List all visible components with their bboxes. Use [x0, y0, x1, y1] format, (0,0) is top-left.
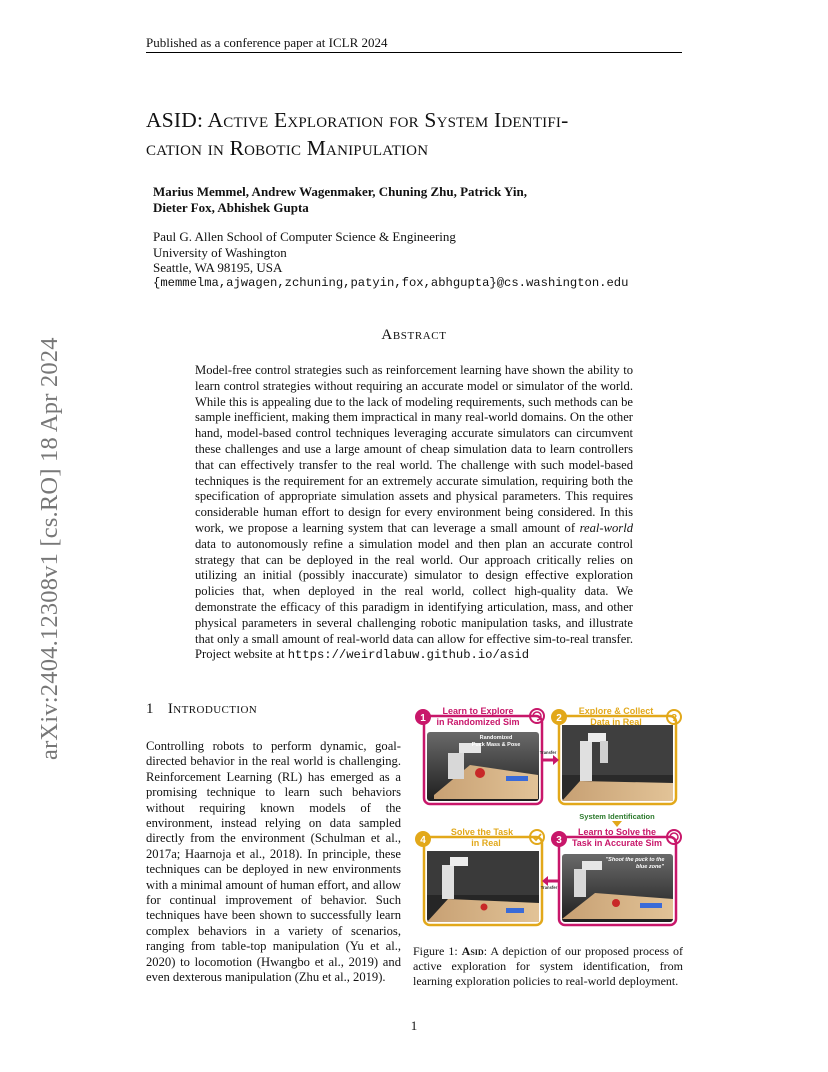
arxiv-identifier: arXiv:2404.12308v1 [cs.RO] 18 Apr 2024 [36, 337, 63, 760]
caption-method-name: Asid [461, 944, 484, 958]
step-4-title-1: Solve the Task [450, 827, 514, 837]
figure-caption [413, 944, 683, 988]
figure-1-diagram [410, 703, 688, 939]
paper-title [146, 106, 686, 162]
section-number: 1 [146, 701, 154, 717]
transfer-label-top: Transfer [539, 750, 557, 755]
step-3-title-1: Learn to Solve the [577, 827, 657, 837]
authors-line-2: Dieter Fox, Abhishek Gupta [153, 200, 309, 215]
step-1-number: 1 [420, 713, 426, 724]
running-header: Published as a conference paper at ICLR 2024 [146, 35, 388, 50]
abstract-emphasis: real-world [579, 520, 633, 535]
step-1-title-1: Learn to Explore [442, 706, 514, 716]
affiliation-line-3: Seattle, WA 98195, USA [153, 260, 283, 275]
abstract-text-2: data to autonomously refine a simulation model and then plan an accurate control strategy that can be deployed in the real world. Our approach critically relies on utilizing an initial (possibly inaccurate) simulator to design effective exploration policies that, when deployed in the real world, collect high-quality data. We demonstrate the efficacy of this paradigm in identifying articulation, mass, and other physical parameters in several challenging robotic manipulation tasks, and illustrate that only a small amount of real-world data can allow for effective sim-to-real transfer. Project website at [195, 536, 633, 662]
step-3-title-2: Task in Accurate Sim [571, 838, 663, 848]
affiliation [153, 229, 693, 291]
section-heading [146, 701, 257, 718]
transfer-arrow-bottom [541, 876, 559, 890]
title-line-2: cation in Robotic Manipulation [146, 136, 429, 160]
title-line-1: ASID: Active Exploration for System Identifi- [146, 108, 569, 132]
step-4-title-2: in Real [471, 838, 501, 848]
abstract-heading: Abstract [381, 327, 447, 343]
svg-text:?: ? [670, 713, 678, 724]
system-id-label: System Identification [579, 812, 655, 821]
caption-prefix: Figure 1: [413, 944, 458, 958]
randomized-label-1: Randomized [479, 735, 513, 741]
introduction-text: Controlling robots to perform dynamic, goal-directed behavior in the real world is challenging. Reinforcement Learning (RL) has emerged as a promising technique to learn such behaviors without requiring known models of the environment, instead relying on data sampled directly from the environment (Schulman et al., 2017a; Haarnoja et al., 2018). In principle, these techniques can be deployed in new environments with a minimal amount of human effort, and allow for continual improvement of behavior. Such techniques have been shown to successfully learn complex behaviors in a variety of scenarios, ranging from table-top manipulation (Yu et al., 2020) to locomotion (Hwangbo et al., 2019) and even dexterous manipulation (Zhu et al., 2019). [146, 739, 401, 985]
affiliation-line-1: Paul G. Allen School of Computer Science & Engineering [153, 229, 456, 244]
header-rule [146, 52, 682, 53]
caption-text: : A depiction of our proposed process of active exploration for system identification, from learning exploration policies to real-world deployment. [413, 944, 683, 988]
author-emails: {memmelma,ajwagen,zchuning,patyin,fox,abhgupta}@cs.washington.edu [153, 275, 629, 290]
step-2-title-1: Explore & Collect [578, 706, 654, 716]
transfer-label-bottom: Transfer [540, 885, 558, 890]
randomized-label-2: Puck Mass & Pose [471, 742, 521, 748]
quote-label-2: blue zone" [636, 864, 664, 870]
section-title: Introduction [167, 701, 258, 717]
project-url[interactable]: https://weirdlabuw.github.io/asid [287, 648, 530, 663]
step-4-number: 4 [420, 835, 426, 846]
step-1-title-2: in Randomized Sim [436, 717, 520, 727]
step-2-number: 2 [556, 713, 562, 724]
author-list [153, 184, 673, 216]
step-3-number: 3 [556, 835, 562, 846]
authors-line-1: Marius Memmel, Andrew Wagenmaker, Chuning Zhu, Patrick Yin, [153, 184, 528, 199]
step-2-title-2: Data in Real [590, 717, 642, 727]
page-number: 1 [410, 1018, 418, 1033]
abstract-text-1: Model-free control strategies such as reinforcement learning have shown the ability to learn control strategies without requiring an accurate model or simulator of the world. While this is appealing due to the lack of modeling requirements, such methods can be sample inefficient, making them impractical in many real-world domains. On the other hand, model-based control techniques leveraging accurate simulators can circumvent these challenges and use a large amount of cheap simulation data to learn controllers that can effectively transfer to the real world. The challenge with such model-based techniques is the requirement for an extremely accurate simulation, requiring both the specification of appropriate simulation assets and physical parameters. This requires considerable human effort to design for every environment being considered. In this work, we propose a learning system that can leverage a small amount of [195, 363, 633, 535]
system-id-arrow [579, 812, 655, 827]
affiliation-line-2: University of Washington [153, 244, 287, 260]
abstract-body [195, 363, 633, 664]
quote-label-1: "Shoot the puck to the [605, 857, 665, 863]
